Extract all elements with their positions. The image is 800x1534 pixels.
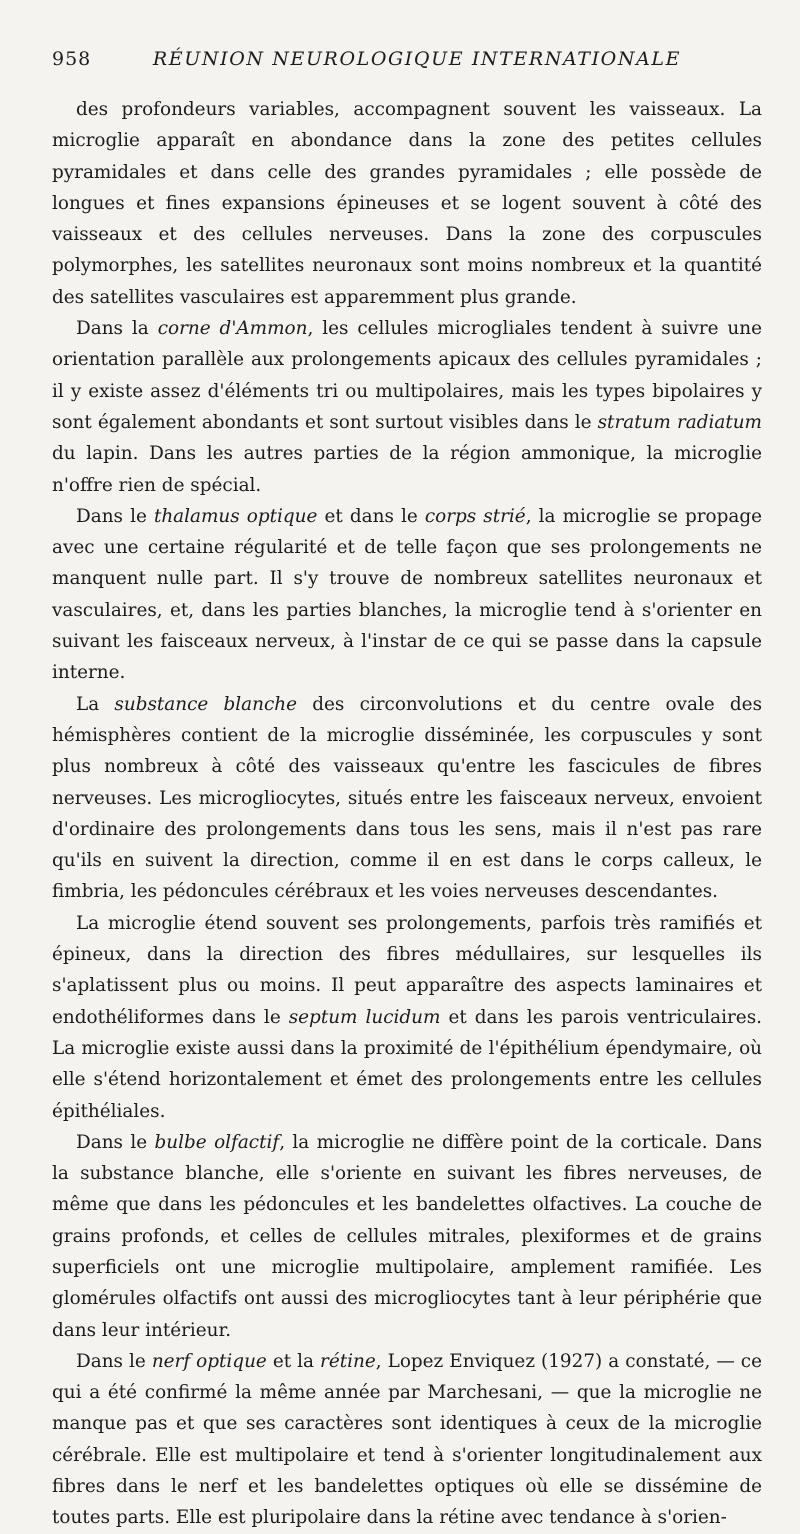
running-title: RÉUNION NEUROLOGIQUE INTERNATIONALE	[152, 48, 682, 70]
paragraph	[52, 1127, 762, 1346]
paragraph	[52, 1346, 762, 1534]
paragraph	[52, 313, 762, 501]
text-run: Dans le	[76, 1131, 155, 1153]
paragraph	[52, 501, 762, 689]
italic-term: thalamus optique	[153, 505, 318, 527]
text-run: des profondeurs variables, accompagnent souvent les vaisseaux. La microglie apparaît en abondance dans la zone des petites cellules pyramidales et dans celle des grandes pyramidales ; elle possède de longues et fines expansions épineuses et se logent souvent à côté des vaisseaux et des cellules nerveuses. Dans la zone des corpuscules polymorphes, les satellites neuronaux sont moins nombreux et la quantité des satellites vasculaires est apparemment plus grande.	[52, 99, 762, 308]
italic-term: corne d'Ammon	[157, 318, 308, 340]
text-run: Dans le	[76, 505, 154, 527]
text-run: et dans le	[317, 505, 425, 527]
paragraph	[52, 689, 762, 908]
text-run: du lapin. Dans les autres parties de la région ammonique, la microglie n'offre rien de spécial.	[52, 443, 762, 496]
text-run: , la microglie ne diffère point de la corticale. Dans la substance blanche, elle s'oriente en suivant les fibres nerveuses, de même que dans les pédoncules et les bandelettes olfactives. La couche de grains profonds, et celles de cellules mitrales, plexiformes et de grains superficiels ont une microglie multipolaire, amplement ramifiée. Les glomérules olfactifs ont aussi des microgliocytes tant à leur périphérie que dans leur intérieur.	[52, 1131, 763, 1341]
page-number: 958	[52, 48, 92, 70]
italic-term: substance blanche	[114, 693, 298, 715]
text-run: Dans le	[76, 1350, 152, 1372]
text-run: , les cellules microgliales tendent à suivre une orientation parallèle aux prolongements apicaux des cellules pyramidales ; il y existe assez d'éléments tri ou multipolaires, mais les types bipolaires y sont également abondants et sont surtout visibles dans le	[52, 318, 763, 433]
text-run: , la microglie se propage avec une certaine régularité et de telle façon que ses prolongements ne manquent nulle part. Il s'y trouve de nombreux satellites neuronaux et vasculaires, et, dans les parties blanches, la microglie tend à s'orienter en suivant les faisceaux nerveux, à l'instar de ce qui se passe dans la capsule interne.	[52, 505, 763, 684]
italic-term: septum lucidum	[288, 1006, 441, 1028]
text-run: et la	[266, 1350, 321, 1372]
text-run: des circonvolutions et du centre ovale des hémisphères contient de la microglie disséminée, les corpuscules y sont plus nombreux à côté des vaisseaux qu'entre les fascicules de fibres nerveuses. Les microgliocytes, situés entre les faisceaux nerveux, envoient d'ordinaire des prolongements dans tous les sens, mais il n'est pas rare qu'ils en suivent la direction, comme il en est dans le corps calleux, le fimbria, les pédoncules cérébraux et les voies nerveuses descendantes.	[52, 693, 763, 903]
italic-term: nerf optique	[151, 1350, 267, 1372]
paragraph	[52, 94, 762, 313]
italic-term: rétine	[320, 1350, 376, 1372]
italic-term: stratum radiatum	[597, 411, 762, 433]
italic-term: corps strié	[424, 505, 526, 527]
page-header	[52, 48, 762, 88]
italic-term: bulbe olfactif	[154, 1131, 280, 1153]
text-run: Dans la	[76, 318, 158, 340]
text-run: , Lopez Enviquez (1927) a constaté, — ce qui a été confirmé la même année par Marchesani, — que la microglie ne manque pas et que ses caractères sont identiques à ceux de la microglie cérébrale. Elle est multipolaire et tend à s'orienter longitudinalement aux fibres dans le nerf et les bandelettes optiques où elle se dissémine de toutes parts. Elle est pluripolaire dans la rétine avec tendance à s'orien-	[52, 1350, 762, 1529]
body-text	[52, 94, 762, 1534]
text-run: La microglie étend souvent ses prolongements, parfois très ramifiés et épineux, dans la direction des fibres médullaires, sur lesquelles ils s'aplatissent plus ou moins. Il peut apparaître des aspects laminaires et endothéliformes dans le	[52, 912, 762, 1028]
paragraph	[52, 908, 762, 1127]
text-run: La	[76, 693, 115, 715]
text-run: et dans les parois ventriculaires. La microglie existe aussi dans la proximité de l'épithélium épendymaire, où elle s'étend horizontalement et émet des prolongements entre les cellules épithéliales.	[52, 1006, 762, 1122]
